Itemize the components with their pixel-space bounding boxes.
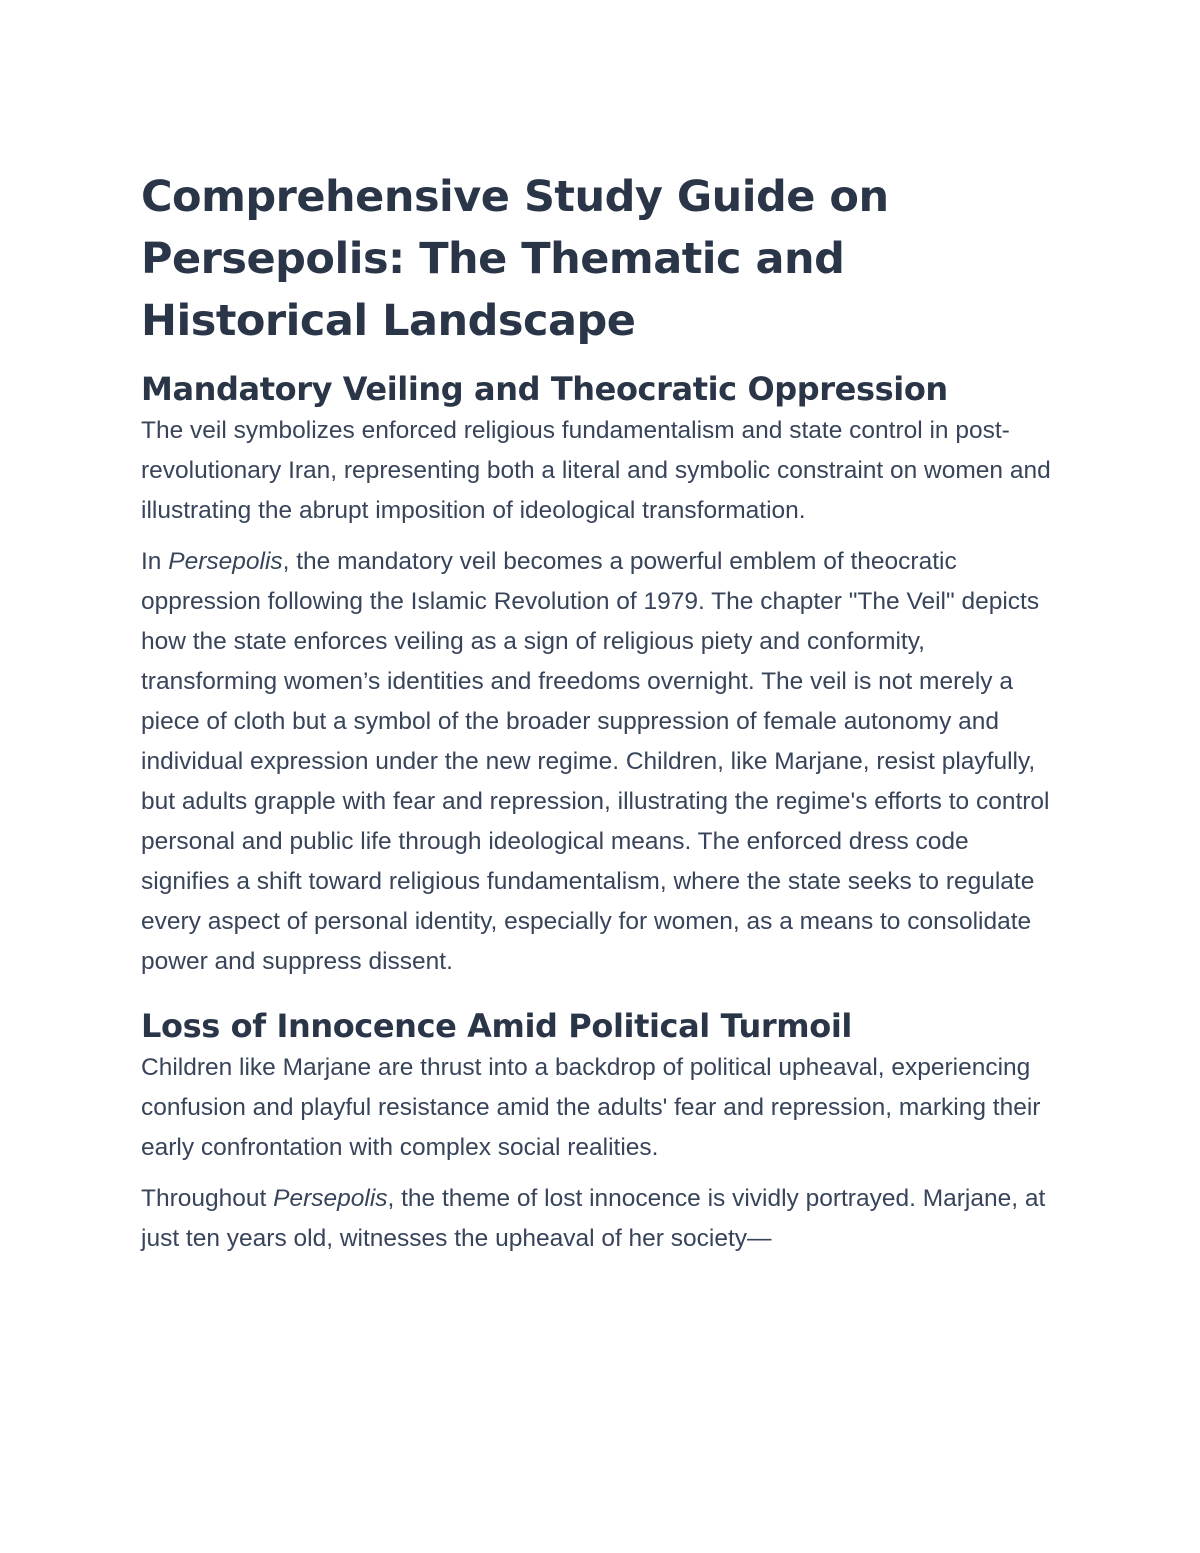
section-heading: Mandatory Veiling and Theocratic Oppression (141, 370, 948, 408)
section-summary: The veil symbolizes enforced religious fundamentalism and state control in post-revolutionary Iran, representing both a literal and symbolic constraint on women and illustrating the abrupt imposition of ideological transformation. (141, 417, 1051, 524)
section-mandatory-veiling (141, 367, 1061, 982)
body-prefix: Throughout (141, 1185, 274, 1212)
body-prefix: In (141, 548, 169, 575)
document-page (141, 166, 1061, 1259)
book-title-italic: Persepolis (168, 548, 283, 575)
section-body (141, 542, 1061, 982)
section-loss-of-innocence (141, 1004, 1061, 1259)
section-summary: Children like Marjane are thrust into a backdrop of political upheaval, experiencing confusion and playful resistance amid the adults' fear and repression, marking their early confrontation with complex social realities. (141, 1054, 1041, 1161)
section-heading: Loss of Innocence Amid Political Turmoil (141, 1007, 852, 1045)
book-title-italic: Persepolis (273, 1185, 388, 1212)
document-title: Comprehensive Study Guide on Persepolis: The Thematic and Historical Landscape (141, 172, 889, 346)
body-text: , the mandatory veil becomes a powerful emblem of theocratic oppression following the Islamic Revolution of 1979. The chapter "The Veil" depicts how the state enforces veiling as a sign of religious piety and conformity, transforming women’s identities and freedoms overnight. The veil is not merely a piece of cloth but a symbol of the broader suppression of female autonomy and individual expression under the new regime. Children, like Marjane, resist playfully, but adults grapple with fear and repression, illustrating the regime's efforts to control personal and public life through ideological means. The enforced dress code signifies a shift toward religious fundamentalism, where the state seeks to regulate every aspect of personal identity, especially for women, as a means to consolidate power and suppress dissent. (141, 548, 1050, 975)
section-body (141, 1179, 1061, 1259)
body-text: , the theme of lost innocence is vividly portrayed. Marjane, at just ten years old, witnesses the upheaval of her society— (141, 1185, 1046, 1252)
